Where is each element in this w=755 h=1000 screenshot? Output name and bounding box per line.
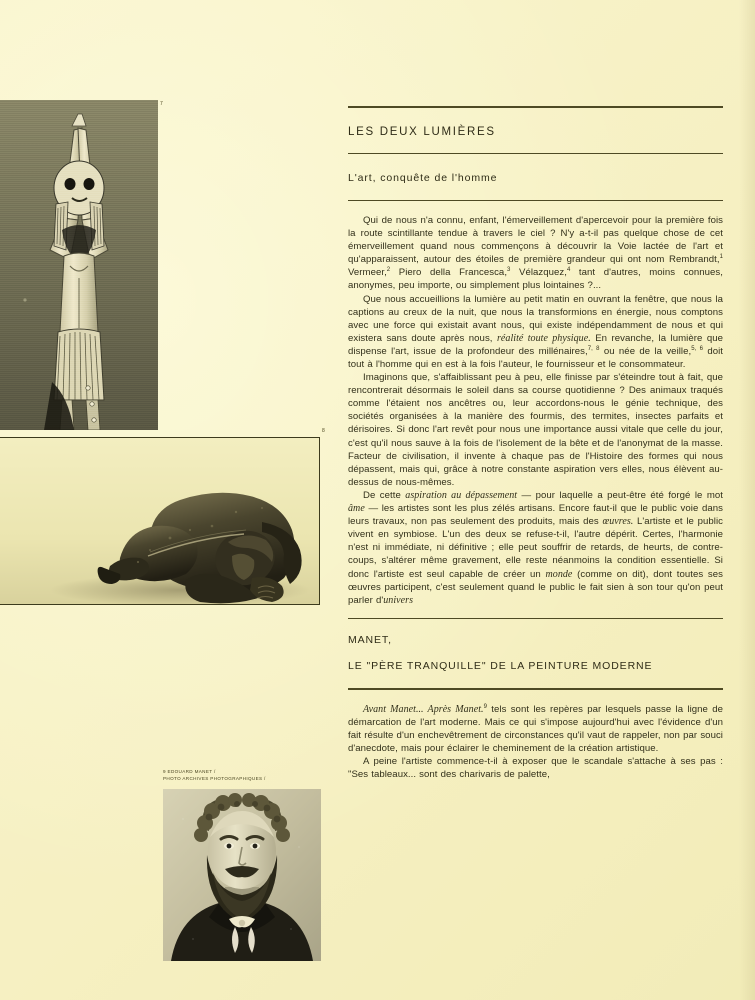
manet-body: [348, 703, 723, 782]
paragraph-p4: De cette aspiration au dépassement — pour laquelle a peut-être été forgé le mot âme — les artistes sont les plus zélés artisans. Encore faut-il que le public voie dans leurs travaux, non pas seulement des produits, mais des œuvres. L'artiste et le public vivent en symbiose. L'un des deux se refuse-t-il, l'autre dépérit. Certes, l'harmonie n'est ni immédiate, ni définitive ; elle peut souffrir de retards, de heurts, de contre-coups, s'altérer même gravement, elle reste néanmoins la condition essentielle. Si donc l'artiste est seul capable de créer un monde (comme on dit), dont toutes ses œuvres participent, c'est seulement quand le public le fait sien à son tour qu'on peut parler d'univers: [348, 489, 723, 606]
photo-grain-overlay: [0, 100, 158, 430]
manet-portrait-illustration: [163, 789, 321, 961]
section-title: LES DEUX LUMIÈRES: [348, 125, 496, 138]
manet-caption-line-2: PHOTO ARCHIVES PHOTOGRAPHIQUES /: [163, 775, 266, 781]
figure-crouching-bronze: [0, 437, 320, 605]
figure-egyptian-ka-statue: [0, 100, 158, 430]
article-column: [348, 0, 723, 782]
paragraph-p2: Que nous accueillions la lumière au petit matin en ouvrant la fenêtre, que nous la captions au creux de la nuit, que nous la transformions en énergie, nous comptons avec une force qui existait avant nous, qui existe indépendamment de nous et qui existera sans doute après nous, réalité toute physique. En revanche, la lumière que dispense l'art, issue de la profondeur des millénaires,$^{7, 8}$ ou née de la veille,$^{5, 6}$ doit tout à l'homme qui en est à la fois l'auteur, le fournisseur et le consommateur.: [348, 293, 724, 370]
manet-title-line-2: LE "PÈRE TRANQUILLE" DE LA PEINTURE MODERNE: [348, 660, 653, 673]
paragraph-m2: A peine l'artiste commence-t-il à exposer que le scandale s'attache à ses pas : "Ses tableaux... sont des charivaris de palette,: [348, 756, 723, 781]
paragraph-m1: Avant Manet... Après Manet.$^9$ tels sont les repères par lesquels passe la ligne de démarcation de l'art moderne. Mais ce qui s'impose aujourd'hui avec l'évidence d'un fait résulte d'un enchevêtrement de circonstances qu'il vaut de rappeler, non par souci d'anecdote, mais pour éclairer le cheminement de la création artistique.: [348, 703, 723, 755]
paragraph-p1: Qui de nous n'a connu, enfant, l'émerveillement d'apercevoir pour la première fois la route scintillante tendue à travers le ciel ? N'y a-t-il pas quelque chose de cet émerveillement quand nous commençons à découvrir la Voie lactée de l'art et qu'apparaissent, autour des étoiles de première grandeur qui ont nom Rembrandt,$^1$ Vermeer,$^2$ Piero della Francesca,$^3$ Vélazquez,$^4$ tant d'autres, moins connues, anonymes, peu importe, ou simplement plus lointaines ?...: [348, 214, 723, 292]
figure-number-7: 7: [160, 101, 164, 107]
crouching-figure-illustration: [0, 438, 320, 605]
figure-manet-portrait: [163, 789, 321, 961]
section-subtitle: L'art, conquête de l'homme: [348, 171, 498, 184]
manet-title-line-1: MANET,: [348, 634, 392, 647]
manet-photo-caption: [163, 769, 333, 782]
manet-caption-line-1: 9 EDOUARD MANET /: [163, 769, 216, 774]
figure-number-8: 8: [322, 428, 326, 434]
paragraph-p3: Imaginons que, s'affaiblissant peu à peu, elle finisse par s'éteindre tout à fait, que rencontrerait désormais le soleil dans sa course quotidienne ? Des animaux traqués comme l'étaient nos ancêtres ou, leur accordons-nous le génie technique, des sociétés organisées à la manière des fourmis, des termites, insectes parfaits et dérisoires. Si donc l'art revêt pour nous une importance aussi vitale que celle du jour, c'est qu'il nous sauve à la fois de l'isolement de la bête et de l'anonymat de la masse. Facteur de civilisation, il invente à chaque pas de l'Histoire des formes qui nous dépassent, mais qui, grâce à notre constante aspiration vers elles, nous élèvent au-dessus de nous-mêmes.: [348, 372, 723, 488]
article-body: [348, 214, 723, 607]
